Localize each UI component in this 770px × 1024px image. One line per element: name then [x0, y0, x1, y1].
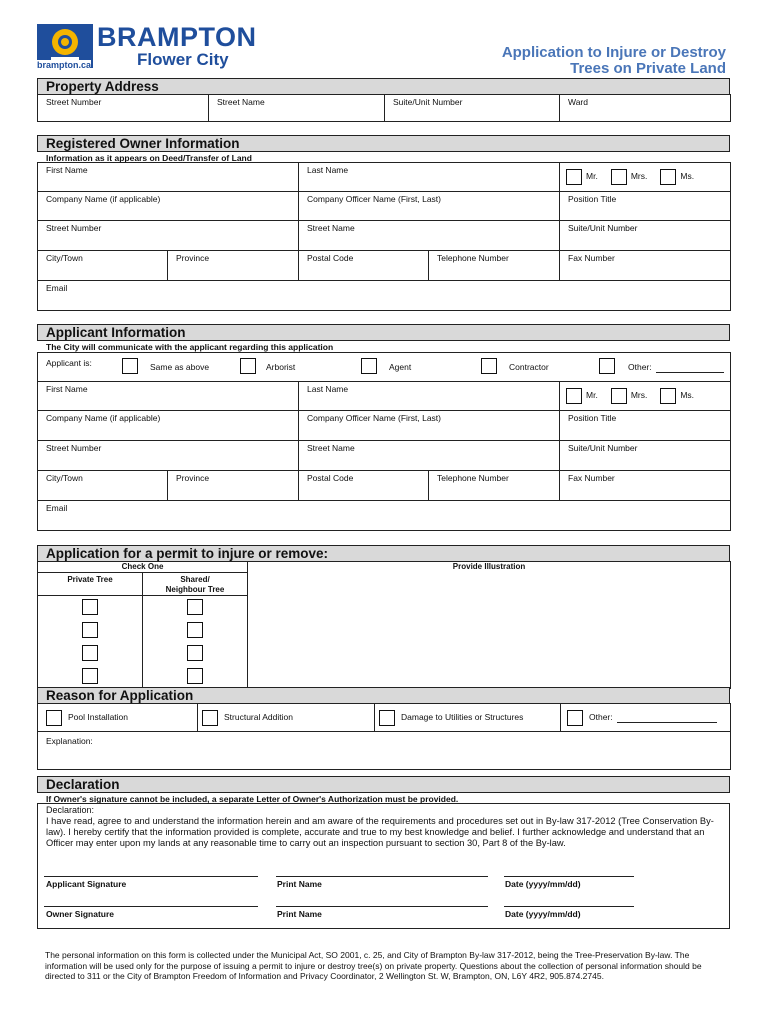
owner-signature-line[interactable] — [44, 906, 258, 907]
applicant-info-note: The City will communicate with the applicant regarding this application — [46, 342, 334, 352]
applicant-mrs-checkbox[interactable] — [611, 388, 627, 404]
owner-print-name-label: Print Name — [277, 909, 322, 919]
damage-utilities-checkbox[interactable] — [379, 710, 395, 726]
applicant-salutation-cell: Mr. Mrs. Ms. — [560, 382, 731, 411]
applicant-other-checkbox[interactable] — [599, 358, 615, 374]
owner-fax-field[interactable]: Fax Number — [560, 251, 731, 281]
logo-wordmark: BRAMPTON — [97, 22, 257, 52]
form-title-line1: Application to Injure or Destroy — [501, 44, 726, 61]
applicant-first-name-field[interactable]: First Name — [38, 382, 299, 411]
declaration-header: Declaration — [37, 776, 730, 793]
owner-mrs-checkbox[interactable] — [611, 169, 627, 185]
private-tree-checkbox-3[interactable] — [82, 645, 98, 661]
shared-tree-checkbox-3[interactable] — [187, 645, 203, 661]
applicant-same-checkbox[interactable] — [122, 358, 138, 374]
declaration-box — [37, 803, 730, 929]
shared-tree-column — [143, 596, 248, 689]
property-street-name-field[interactable]: Street Name — [209, 95, 385, 122]
owner-last-name-field[interactable]: Last Name — [299, 163, 560, 192]
owner-position-field[interactable]: Position Title — [560, 192, 731, 221]
owner-date-line[interactable] — [504, 906, 634, 907]
check-one-label: Check One — [38, 562, 248, 573]
applicant-province-field[interactable]: Province — [168, 471, 299, 501]
owner-company-field[interactable]: Company Name (if applicable) — [38, 192, 299, 221]
owner-street-name-field[interactable]: Street Name — [299, 221, 560, 251]
applicant-agent-checkbox[interactable] — [361, 358, 377, 374]
applicant-type-row: Applicant is: Same as above Arborist Agent Contractor Other: — [38, 353, 731, 382]
applicant-postal-field[interactable]: Postal Code — [299, 471, 429, 501]
city-logo — [37, 22, 257, 72]
applicant-fax-field[interactable]: Fax Number — [560, 471, 731, 501]
owner-info-header: Registered Owner Information — [37, 135, 730, 152]
owner-date-label: Date (yyyy/mm/dd) — [505, 909, 581, 919]
private-tree-checkbox-2[interactable] — [82, 622, 98, 638]
applicant-info-table — [37, 352, 731, 531]
applicant-ms-checkbox[interactable] — [660, 388, 676, 404]
reason-header: Reason for Application — [37, 687, 730, 704]
illustration-area[interactable]: Provide Illustration — [248, 562, 731, 689]
property-ward-field[interactable]: Ward — [560, 95, 731, 122]
applicant-signature-label: Applicant Signature — [46, 879, 127, 889]
applicant-street-number-field[interactable]: Street Number — [38, 441, 299, 471]
applicant-info-header: Applicant Information — [37, 324, 730, 341]
explanation-field[interactable]: Explanation: — [38, 732, 731, 770]
declaration-note: If Owner's signature cannot be included, a separate Letter of Owner's Authorization must be provided. — [46, 794, 459, 804]
applicant-officer-field[interactable]: Company Officer Name (First, Last) — [299, 411, 560, 441]
declaration-label: Declaration: — [46, 805, 95, 815]
owner-info-note: Information as it appears on Deed/Transfer of Land — [46, 153, 252, 163]
property-address-header: Property Address — [37, 78, 730, 95]
owner-street-number-field[interactable]: Street Number — [38, 221, 299, 251]
private-tree-column — [38, 596, 143, 689]
applicant-signature-line[interactable] — [44, 876, 258, 877]
privacy-notice: The personal information on this form is collected under the Municipal Act, SO 2001, c. 25, and City of Brampton By-law 317-2012, being the Tree-Preservation By-law. The information will be used only for the purpose of issuing a permit to injure or destroy tree(s) on private property. Questions about the collection of personal information should be directed to 311 or the City of Brampton Freedom of Information and Privacy Coordinator, 2 Wellington St. W, Brampton, ON, L6Y 4R2, 905.874.2745. — [45, 950, 702, 982]
shared-tree-checkbox-2[interactable] — [187, 622, 203, 638]
property-street-number-field[interactable]: Street Number — [38, 95, 209, 122]
applicant-contractor-checkbox[interactable] — [481, 358, 497, 374]
applicant-other-line[interactable] — [656, 372, 724, 373]
owner-mr-checkbox[interactable] — [566, 169, 582, 185]
reason-damage-cell: Damage to Utilities or Structures — [375, 704, 561, 732]
property-address-table — [37, 94, 731, 122]
applicant-city-field[interactable]: City/Town — [38, 471, 168, 501]
applicant-email-field[interactable]: Email — [38, 501, 731, 531]
reason-structural-cell: Structural Addition — [198, 704, 375, 732]
applicant-arborist-checkbox[interactable] — [240, 358, 256, 374]
owner-first-name-field[interactable]: First Name — [38, 163, 299, 192]
form-title-line2: Trees on Private Land — [570, 60, 726, 77]
applicant-date-line[interactable] — [504, 876, 634, 877]
owner-postal-field[interactable]: Postal Code — [299, 251, 429, 281]
reason-pool-cell: Pool Installation — [38, 704, 198, 732]
reason-other-cell: Other: — [561, 704, 731, 732]
private-tree-checkbox-1[interactable] — [82, 599, 98, 615]
shared-tree-header: Shared/ Neighbour Tree — [143, 573, 248, 596]
owner-officer-field[interactable]: Company Officer Name (First, Last) — [299, 192, 560, 221]
shared-tree-checkbox-1[interactable] — [187, 599, 203, 615]
owner-salutation-cell: Mr. Mrs. Ms. — [560, 163, 731, 192]
owner-city-field[interactable]: City/Town — [38, 251, 168, 281]
owner-signature-label: Owner Signature — [46, 909, 115, 919]
logo-tagline: Flower City — [137, 50, 229, 69]
owner-suite-field[interactable]: Suite/Unit Number — [560, 221, 731, 251]
property-suite-field[interactable]: Suite/Unit Number — [385, 95, 560, 122]
reason-table — [37, 703, 731, 770]
permit-header: Application for a permit to injure or remove: — [37, 545, 730, 562]
applicant-street-name-field[interactable]: Street Name — [299, 441, 560, 471]
owner-ms-checkbox[interactable] — [660, 169, 676, 185]
logo-url: brampton.ca — [37, 60, 92, 70]
applicant-position-field[interactable]: Position Title — [560, 411, 731, 441]
applicant-print-name-label: Print Name — [277, 879, 322, 889]
owner-phone-field[interactable]: Telephone Number — [429, 251, 560, 281]
reason-other-line[interactable] — [617, 722, 717, 723]
applicant-last-name-field[interactable]: Last Name — [299, 382, 560, 411]
reason-other-checkbox[interactable] — [567, 710, 583, 726]
applicant-date-label: Date (yyyy/mm/dd) — [505, 879, 581, 889]
applicant-suite-field[interactable]: Suite/Unit Number — [560, 441, 731, 471]
owner-print-name-line[interactable] — [276, 906, 488, 907]
structural-addition-checkbox[interactable] — [202, 710, 218, 726]
shared-tree-checkbox-4[interactable] — [187, 668, 203, 684]
applicant-print-name-line[interactable] — [276, 876, 488, 877]
declaration-text: I have read, agree to and understand the information herein and am aware of the requirements and procedures set out in By-law 317-2012 (Tree Conservation By-law). I hereby certify that the information provided is complete, accurate and true to my best knowledge and belief. I further acknowledge and understand that an Officer may enter upon my lands at any reasonable time to carry out an inspection pursuant to section 30, Part 8 of the By-law. — [46, 816, 714, 849]
applicant-mr-checkbox[interactable] — [566, 388, 582, 404]
applicant-phone-field[interactable]: Telephone Number — [429, 471, 560, 501]
applicant-company-field[interactable]: Company Name (if applicable) — [38, 411, 299, 441]
private-tree-header: Private Tree — [38, 573, 143, 596]
owner-email-field[interactable]: Email — [38, 281, 731, 311]
permit-table — [37, 561, 731, 689]
owner-province-field[interactable]: Province — [168, 251, 299, 281]
pool-installation-checkbox[interactable] — [46, 710, 62, 726]
private-tree-checkbox-4[interactable] — [82, 668, 98, 684]
owner-info-table — [37, 162, 731, 311]
